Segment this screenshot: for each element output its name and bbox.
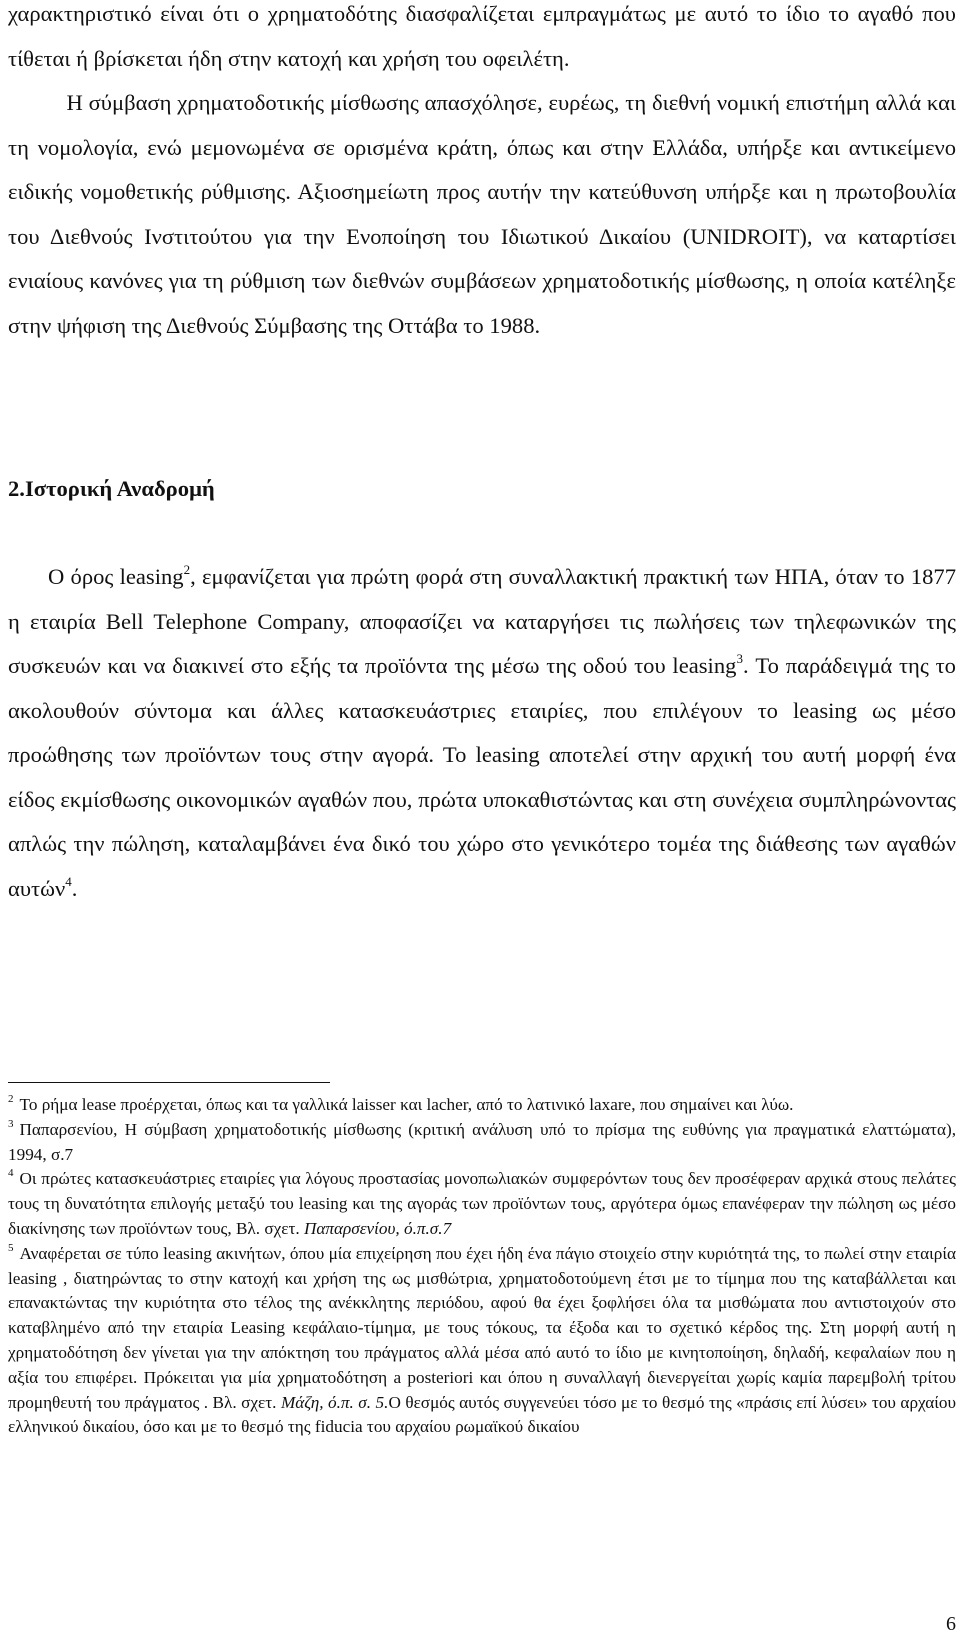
footnote-5-text-2: Ο θεσμός αυτός συγγενεύει τόσο με το θεσμό της «πράσις επί λύσει» του αρχαίου ελληνικού δικαίου, όσο και με το θεσμό της fiducia του αρχαίου ρωμαϊκού δικαίου	[8, 1392, 957, 1437]
footnote-4-reference: Παπαρσενίου, ό.π.σ.7	[303, 1218, 452, 1238]
paragraph-leasing-law	[8, 90, 956, 338]
footnote-5-reference: Μάζη, ό.π. σ. 5.	[280, 1392, 389, 1412]
footnotes	[8, 1093, 956, 1440]
footnote-4-text: Οι πρώτες κατασκευάστριες εταιρίες για λόγους προστασίας μονοπωλιακών συμφερόντων τους δεν προσέφεραν αρχικά στους πελάτες τους τη δυνατότητα επιλογής μεταξύ του leasing και της αγοράς των προϊόντων τους, αργότερα όμως επανέφεραν την πώληση ως μέσο διακίνησης των προϊόντων τους, Βλ. σχετ.	[8, 1169, 956, 1238]
footnote-3-text: Παπαρσενίου, Η σύμβαση χρηματοδοτικής μίσθωσης (κριτική ανάλυση υπό το πρίσμα της ευθύνης για πραγματικά ελαττώματα), 1994, σ.7	[8, 1119, 956, 1164]
footnote-ref-3: 3	[736, 651, 743, 666]
footnote-ref-2: 2	[183, 562, 191, 577]
footnote-5-number: 5	[8, 1241, 14, 1254]
paragraph-history-text-1: Ο όρος leasing	[48, 564, 184, 589]
footnote-2-text: Το ρήμα lease προέρχεται, όπως και τα γαλλικά laisser και lacher, από το λατινικό laxare, που σημαίνει και λύω.	[19, 1095, 794, 1114]
paragraph-history-text-4: .	[71, 875, 78, 901]
footnote-4-number: 4	[8, 1167, 14, 1180]
body-paragraphs-top	[8, 0, 956, 348]
footnote-4	[8, 1167, 956, 1241]
paragraph-history-text-3: . Το παράδειγμά της το ακολουθούν σύντομα και άλλες κατασκευάστριες εταιρίες, που επιλέγουν το leasing ως μέσο προώθησης των προϊόντων τους στην αγορά. Το leasing αποτελεί στην αρχική του αυτή μορφή ένα είδος εκμίσθωσης οικονομικών αγαθών που, πρώτα υποκαθιστώντας και στη συνέχεια συμπληρώνοντας απλώς την πώληση, καταλαμβάνει ένα δικό του χώρο στο γενικότερο τομέα της διάθεσης των αγαθών αυτών	[8, 653, 956, 901]
paragraph-continuation: χαρακτηριστικό είναι ότι ο χρηματοδότης διασφαλίζεται εμπραγμάτως με αυτό το ίδιο το αγαθό που τίθεται ή βρίσκεται ήδη στην κατοχή και χρήση του οφειλέτη.	[8, 1, 956, 71]
paragraph-leasing-law-text: Η σύμβαση χρηματοδοτικής μίσθωσης απασχόλησε, ευρέως, τη διεθνή νομική επιστήμη αλλά και τη νομολογία, ενώ μεμονωμένα σε ορισμένα κράτη, όπως και στην Ελλάδα, υπήρξε και αντικείμενο ειδικής νομοθετικής ρύθμισης. Αξιοσημείωτη προς αυτήν την κατεύθυνση υπήρξε και η πρωτοβουλία του Διεθνούς Ινστιτούτου για την Ενοποίηση του Ιδιωτικού Δικαίου (UNIDROIT), να καταρτίσει ενιαίους κανόνες για τη ρύθμιση των διεθνών συμβάσεων χρηματοδοτικής μίσθωσης, η οποία κατέληξε στην ψήφιση της Διεθνούς Σύμβασης της Οττάβα το 1988.	[8, 90, 957, 338]
footnote-separator	[8, 1082, 330, 1083]
footnote-5-text-1: Αναφέρεται σε τύπο leasing ακινήτων, όπου μία επιχείρηση που έχει ήδη ένα πάγιο στοιχείο στην κυριότητά της, το πωλεί στην εταιρία leasing , διατηρώντας το στην κατοχή και χρήση της ως μισθώτρια, χρηματοδοτούμενη έτσι με το τίμημα που της καταβάλλεται και επανακτώντας την κυριότητα στο τέλος της ανέκκλητης περιόδου, αφού θα έχει ξοφλήσει όλα τα μισθώματα που αντιστοιχούν στο καταβλημένο από την εταιρία Leasing κεφάλαιο-τίμημα, με τους τόκους, τα έξοδα και το σχετικό κέρδος της. Στη μορφή αυτή η χρηματοδότηση δεν γίνεται για την απόκτηση του πράγματος αλλά μέσα από αυτό το ίδιο με κινητοποίηση, δηλαδή, κεφαλαίων που η αξία του επιφέρει. Πρόκειται για μία χρηματοδότηση a posteriori και όπου η συναλλαγή διενεργείται χωρίς καμία παρεμβολή τρίτου προμηθευτή του πράγματος . Βλ. σχετ.	[8, 1243, 956, 1412]
footnote-2-number: 2	[8, 1093, 14, 1105]
footnote-5	[8, 1242, 956, 1440]
paragraph-history	[8, 555, 956, 911]
paragraph-history-text-2: , εμφανίζεται για πρώτη φορά στη συναλλακτική πρακτική των ΗΠΑ, όταν το 1877 η εταιρία Bell Telephone Company, αποφασίζει να καταργήσει τις πωλήσεις των τηλεφωνικών της συσκευών και να διακινεί στο εξής τα προϊόντα της μέσω της οδού του leasing	[8, 564, 956, 678]
section-heading: 2.Ιστορική Αναδρομή	[8, 476, 215, 501]
footnote-ref-4: 4	[65, 873, 72, 889]
footnote-2	[8, 1093, 956, 1118]
footnote-3	[8, 1118, 956, 1168]
footnote-3-number: 3	[8, 1117, 14, 1130]
page-number: 6	[946, 1613, 956, 1635]
